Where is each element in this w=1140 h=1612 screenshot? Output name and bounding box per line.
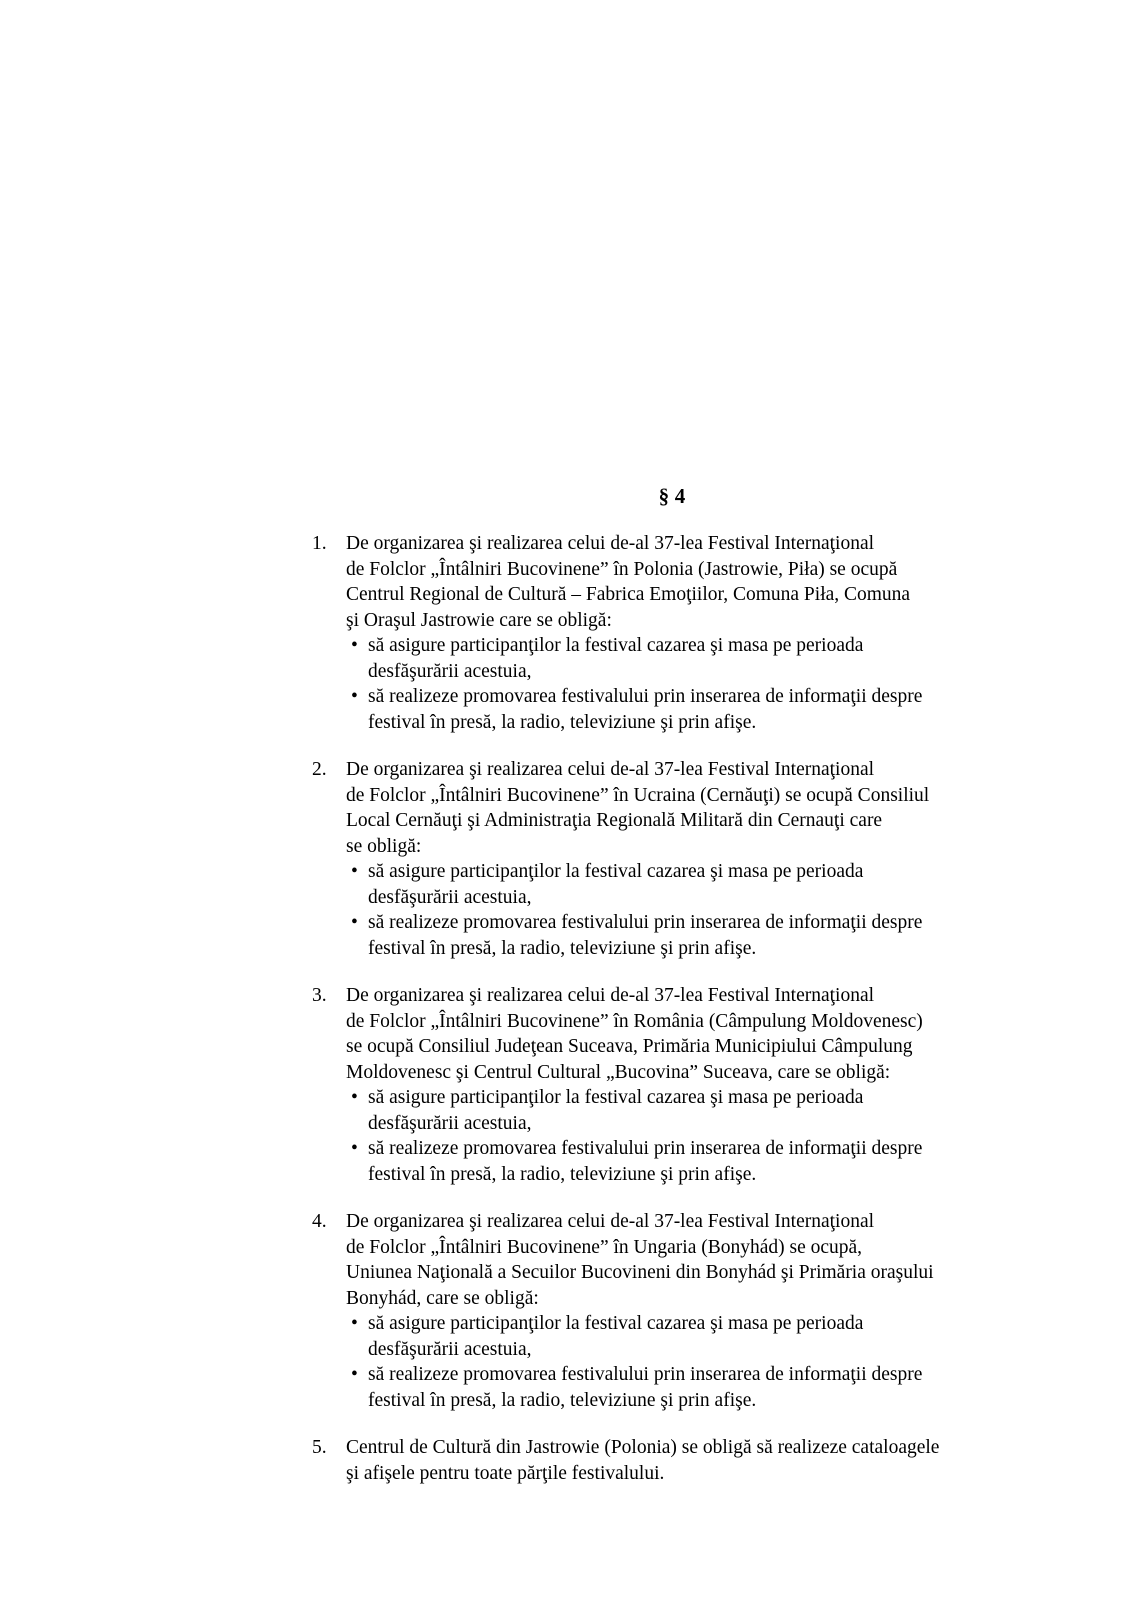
clause-subitem-line: desfăşurării acestuia,	[368, 886, 532, 908]
clause-text	[346, 531, 998, 633]
bullet-icon: •	[351, 1138, 358, 1160]
clause-subitem-line: desfăşurării acestuia,	[368, 660, 532, 682]
clause-subitem-line: să asigure participanţilor la festival cazarea şi masa pe perioada	[368, 1087, 864, 1109]
bullet-icon: •	[351, 912, 358, 934]
clause-text-line: De organizarea şi realizarea celui de-al 37-lea Festival Internaţional	[346, 1211, 875, 1233]
clause-text-line: de Folclor „Întâlniri Bucovinene” în Ungaria (Bonyhád) se ocupă,	[346, 1236, 863, 1258]
bullet-icon: •	[351, 1087, 358, 1109]
clause-subitem-list	[346, 1311, 998, 1413]
bullet-icon: •	[351, 635, 358, 657]
clause-subitem	[346, 1311, 998, 1362]
clause-subitem-list	[346, 633, 998, 735]
bullet-icon: •	[351, 1313, 358, 1335]
clause-text-line: Bonyhád, care se obligă:	[346, 1287, 539, 1309]
bullet-icon: •	[351, 1364, 358, 1386]
clause-subitem	[346, 1362, 998, 1413]
clause-text-line: Local Cernăuţi şi Administraţia Regională Militară din Cernauţi care	[346, 810, 883, 832]
clause-subitem-line: desfăşurării acestuia,	[368, 1338, 532, 1360]
clause-subitem-list	[346, 859, 998, 961]
clause-text-line: De organizarea şi realizarea celui de-al 37-lea Festival Internaţional	[346, 533, 875, 555]
clause-list	[312, 531, 998, 1486]
clause-subitem	[346, 633, 998, 684]
clause-text-line: De organizarea şi realizarea celui de-al 37-lea Festival Internaţional	[346, 985, 875, 1007]
clause-subitem-line: să asigure participanţilor la festival cazarea şi masa pe perioada	[368, 1313, 864, 1335]
clause-text-line: de Folclor „Întâlniri Bucovinene” în Ucraina (Cernăuţi) se ocupă Consiliul	[346, 784, 930, 806]
clause-subitem-line: să asigure participanţilor la festival cazarea şi masa pe perioada	[368, 861, 864, 883]
clause-subitem	[346, 1085, 998, 1136]
clause-subitem-line: să realizeze promovarea festivalului prin inserarea de informaţii despre	[368, 1138, 923, 1160]
clause-text-line: se obligă:	[346, 835, 422, 857]
clause-subitem-line: să realizeze promovarea festivalului prin inserarea de informaţii despre	[368, 1364, 923, 1386]
clause-text-line: de Folclor „Întâlniri Bucovinene” în Polonia (Jastrowie, Piła) se ocupă	[346, 558, 898, 580]
clause-text-line: Centrul Regional de Cultură – Fabrica Emoţiilor, Comuna Piła, Comuna	[346, 584, 911, 606]
clause-subitem-line: să realizeze promovarea festivalului prin inserarea de informaţii despre	[368, 912, 923, 934]
clause-item	[312, 757, 998, 961]
clause-subitem-line: festival în presă, la radio, televiziune şi prin afişe.	[368, 1163, 757, 1185]
clause-text-line: şi afişele pentru toate părţile festivalului.	[346, 1462, 665, 1484]
clause-text	[346, 757, 998, 859]
clause-text	[346, 1209, 998, 1311]
clause-number: 5.	[312, 1437, 327, 1459]
clause-item	[312, 1435, 998, 1486]
clause-subitem-line: să asigure participanţilor la festival cazarea şi masa pe perioada	[368, 635, 864, 657]
clause-text-line: De organizarea şi realizarea celui de-al 37-lea Festival Internaţional	[346, 759, 875, 781]
clause-subitem-line: festival în presă, la radio, televiziune şi prin afişe.	[368, 711, 757, 733]
clause-subitem-list	[346, 1085, 998, 1187]
clause-item	[312, 983, 998, 1187]
clause-number: 4.	[312, 1211, 327, 1233]
clause-subitem	[346, 910, 998, 961]
clause-item	[312, 531, 998, 735]
clause-subitem	[346, 859, 998, 910]
clause-number: 3.	[312, 985, 327, 1007]
clause-text-line: şi Oraşul Jastrowie care se obligă:	[346, 609, 612, 631]
section-heading: § 4	[658, 484, 686, 508]
clause-subitem-line: să realizeze promovarea festivalului prin inserarea de informaţii despre	[368, 686, 923, 708]
bullet-icon: •	[351, 861, 358, 883]
clause-subitem-line: festival în presă, la radio, televiziune şi prin afişe.	[368, 1389, 757, 1411]
clause-text-line: Moldovenesc şi Centrul Cultural „Bucovina” Suceava, care se obligă:	[346, 1061, 891, 1083]
clause-text-line: Uniunea Naţională a Secuilor Bucovineni din Bonyhád şi Primăria oraşului	[346, 1262, 934, 1284]
clause-text	[346, 1435, 998, 1486]
clause-item	[312, 1209, 998, 1413]
clause-text-line: Centrul de Cultură din Jastrowie (Polonia) se obligă să realizeze cataloagele	[346, 1437, 940, 1459]
document-content	[312, 484, 998, 1486]
clause-number: 2.	[312, 759, 327, 781]
clause-text-line: de Folclor „Întâlniri Bucovinene” în România (Câmpulung Moldovenesc)	[346, 1010, 923, 1032]
clause-text-line: se ocupă Consiliul Judeţean Suceava, Primăria Municipiului Câmpulung	[346, 1036, 913, 1058]
clause-subitem-line: festival în presă, la radio, televiziune şi prin afişe.	[368, 937, 757, 959]
clause-text	[346, 983, 998, 1085]
clause-number: 1.	[312, 533, 327, 555]
clause-subitem	[346, 1136, 998, 1187]
clause-subitem-line: desfăşurării acestuia,	[368, 1112, 532, 1134]
bullet-icon: •	[351, 686, 358, 708]
clause-subitem	[346, 684, 998, 735]
